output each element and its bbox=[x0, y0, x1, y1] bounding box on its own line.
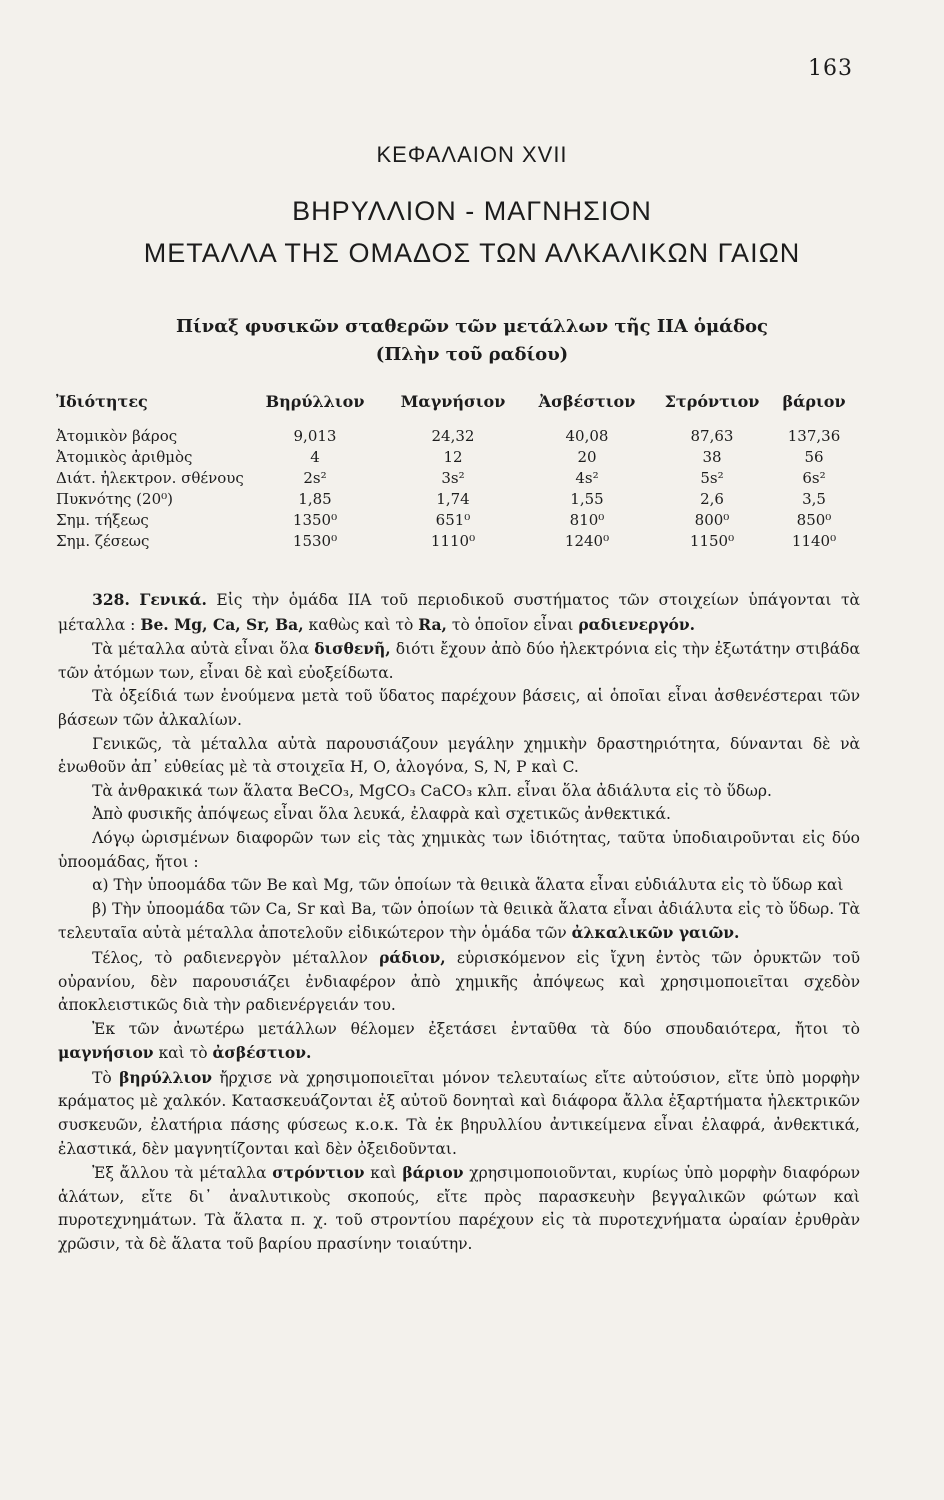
paragraph-text: Τέλος, τὸ ραδιενεργὸν μέταλλον bbox=[92, 948, 380, 967]
table-cell: 1530⁰ bbox=[292, 531, 338, 550]
paragraph bbox=[58, 1066, 860, 1161]
header-beryllium: Βηρύλλιον bbox=[265, 392, 365, 411]
paragraph-subgroup-b bbox=[58, 898, 860, 946]
term-radioactive: ραδιενεργόν. bbox=[578, 614, 696, 634]
row-label: Ἀτομικὸν βάρος bbox=[56, 426, 178, 445]
table-cell: 850⁰ bbox=[796, 510, 832, 529]
table-cell: 1,74 bbox=[436, 489, 470, 508]
paragraph bbox=[58, 1161, 860, 1256]
table-cell: 800⁰ bbox=[694, 510, 730, 529]
table-cell: 1140⁰ bbox=[791, 531, 837, 550]
table-row bbox=[56, 446, 856, 467]
table-row bbox=[56, 488, 856, 509]
row-label: Διάτ. ἠλεκτρον. σθένους bbox=[56, 468, 244, 487]
paragraph-text: καὶ τὸ bbox=[153, 1044, 213, 1063]
paragraph: Τὰ ὀξείδιά των ἑνούμενα μετὰ τοῦ ὕδατος παρέχουν βάσεις, αἱ ὁποῖαι εἶναι ἀσθενέστεραι τῶν βάσεων τῶν ἀλκαλίων. bbox=[58, 687, 860, 729]
title-line-1: ΒΗΡΥΛΛΙΟΝ - ΜΑΓΝΗΣΙΟΝ bbox=[292, 196, 652, 226]
paragraph: Ἀπὸ φυσικῆς ἀπόψεως εἶναι ὅλα λευκά, ἐλαφρὰ καὶ σχετικῶς ἀνθεκτικά. bbox=[92, 805, 671, 824]
paragraph-text: Τὰ μέταλλα αὐτὰ εἶναι ὅλα bbox=[92, 640, 315, 659]
paragraph-text: τὸ ὁποῖον εἶναι bbox=[446, 615, 579, 634]
table-row bbox=[56, 509, 856, 530]
table-row bbox=[56, 425, 856, 446]
paragraph-text: χρησιμοποιοῦνται, κυρίως ὑπὸ μορφὴν διαφόρων ἁλάτων, εἴτε δι᾽ ἀναλυτικοὺς σκοπούς, εἴτε πρὸς παρασκευὴν βεγγαλικῶν φώτων καὶ πυροτεχνημάτων. Τὰ ἅλατα π. χ. τοῦ στροντίου παρέχουν εἰς τὰ πυροτεχνήματα ὡραίαν ἐρυθρὰν χρῶσιν, τὰ δὲ ἅλατα τοῦ βαρίου πρασίνην τοιαύτην. bbox=[58, 1164, 860, 1254]
chapter-heading: ΚΕΦΑΛΑΙΟΝ XVII bbox=[376, 142, 568, 167]
paragraph-text: Ἐκ τῶν ἀνωτέρω μετάλλων θέλομεν ἐξετάσει ἐνταῦθα τὰ δύο σπουδαιότερα, ἤτοι τὸ bbox=[92, 1019, 860, 1038]
row-label: Σημ. ζέσεως bbox=[56, 531, 150, 550]
table-cell: 40,08 bbox=[565, 426, 609, 445]
term-beryllium: βηρύλλιον bbox=[119, 1067, 213, 1087]
body-text bbox=[58, 588, 860, 1257]
term-divalent: δισθενῆ, bbox=[314, 639, 391, 659]
table-cell: 56 bbox=[804, 447, 824, 466]
table-cell: 1,85 bbox=[298, 489, 332, 508]
paragraph: Λόγῳ ὡρισμένων διαφορῶν των εἰς τὰς χημικὰς των ἰδιότητας, ταῦτα ὑποδιαιροῦνται εἰς δύο ὑποομάδας, ἤτοι : bbox=[58, 828, 860, 871]
header-properties: Ἰδιότητες bbox=[56, 392, 148, 411]
table-cell: 2,6 bbox=[700, 489, 724, 508]
table-cell: 20 bbox=[577, 447, 597, 466]
table-subcaption: (Πλὴν τοῦ ραδίου) bbox=[375, 344, 569, 365]
table-cell: 38 bbox=[702, 447, 722, 466]
paragraph-general bbox=[58, 588, 860, 637]
paragraph-subgroup-a: α) Τὴν ὑποομάδα τῶν Be καὶ Mg, τῶν ὁποίων τὰ θειικὰ ἅλατα εἶναι εὐδιάλυτα εἰς τὸ ὕδωρ καὶ bbox=[92, 876, 844, 895]
term-barium: βάριον bbox=[402, 1163, 464, 1183]
table-cell: 9,013 bbox=[293, 426, 337, 445]
table-cell: 5s² bbox=[700, 468, 724, 487]
table-cell: 1110⁰ bbox=[430, 531, 476, 550]
table-cell: 1240⁰ bbox=[564, 531, 610, 550]
element-list: Be. Mg, Ca, Sr, Ba, bbox=[140, 614, 304, 634]
term-calcium: ἀσβέστιον. bbox=[212, 1043, 312, 1063]
table-cell: 24,32 bbox=[431, 426, 475, 445]
term-magnesium: μαγνήσιον bbox=[58, 1043, 154, 1063]
table-cell: 12 bbox=[443, 447, 463, 466]
table-cell: 87,63 bbox=[690, 426, 734, 445]
paragraph-text: β) Τὴν ὑποομάδα τῶν Ca, Sr καὶ Ba, τῶν ὁποίων τὰ θειικὰ ἅλατα εἶναι ἀδιάλυτα εἰς τὸ ὕδωρ. Τὰ τελευταῖα αὐτὰ μέταλλα ἀποτελοῦν εἰδικώτερον τὴν ὁμάδα τῶν bbox=[58, 899, 860, 943]
paragraph-text: καθὼς καὶ τὸ bbox=[303, 615, 419, 634]
paragraph bbox=[58, 946, 860, 1018]
table-cell: 2s² bbox=[303, 468, 327, 487]
paragraph-text: Εἰς τὴν ὁμάδα ΙΙΑ τοῦ περιοδικοῦ συστήματος τῶν στοιχείων ὑπάγονται τὰ μέταλλα : bbox=[58, 591, 860, 634]
row-label: Σημ. τήξεως bbox=[56, 510, 149, 529]
table-row bbox=[56, 530, 856, 551]
table-cell: 1150⁰ bbox=[689, 531, 735, 550]
table-cell: 810⁰ bbox=[569, 510, 605, 529]
table-cell: 3,5 bbox=[802, 489, 826, 508]
header-magnesium: Μαγνήσιον bbox=[400, 392, 506, 411]
table-cell: 6s² bbox=[802, 468, 826, 487]
paragraph-text: Τὸ bbox=[92, 1068, 120, 1087]
row-label: Πυκνότης (20⁰) bbox=[56, 489, 173, 508]
table-caption: Πίναξ φυσικῶν σταθερῶν τῶν μετάλλων τῆς ΙΙΑ ὁμάδος bbox=[176, 316, 768, 337]
table-cell: 4 bbox=[310, 447, 320, 466]
header-strontium: Στρόντιον bbox=[664, 392, 760, 411]
section-title: Γενικά. bbox=[139, 590, 207, 609]
title-line-2: ΜΕΤΑΛΛΑ ΤΗΣ ΟΜΑΔΟΣ ΤΩΝ ΑΛΚΑΛΙΚΩΝ ΓΑΙΩΝ bbox=[143, 238, 801, 268]
term-strontium: στρόντιον bbox=[272, 1163, 365, 1183]
table-cell: 4s² bbox=[575, 468, 599, 487]
table-cell: 137,36 bbox=[787, 426, 841, 445]
section-number: 328. bbox=[92, 590, 130, 609]
paragraph-text: ἤρχισε νὰ χρησιμοποιεῖται μόνον τελευταίως εἴτε αὐτούσιον, εἴτε ὑπὸ μορφὴν κράματος μὲ χαλκόν. Κατασκευάζονται ἐξ αὐτοῦ δονηταὶ καὶ διάφορα ἄλλα ἐξαρτήματα ἠλεκτρικῶν συσκευῶν, ἐλατήρια πάσης φύσεως κ.ο.κ. Τὰ ἐκ βηρυλλίου ἀντικείμενα εἶναι ἐλαφρά, ἀνθεκτικά, ἐλαστικά, δὲν μαγνητίζονται καὶ δὲν ὀξειδοῦνται. bbox=[58, 1068, 860, 1158]
paragraph bbox=[58, 637, 860, 685]
term-radium: ράδιον, bbox=[379, 947, 446, 967]
table-cell: 3s² bbox=[441, 468, 465, 487]
paragraph bbox=[58, 1018, 860, 1066]
paragraph: Τὰ ἀνθρακικά των ἅλατα BeCO₃, MgCO₃ CaCO₃ κλπ. εἶναι ὅλα ἀδιάλυτα εἰς τὸ ὕδωρ. bbox=[92, 781, 772, 800]
header-barium: βάριον bbox=[782, 392, 846, 411]
paragraph: Γενικῶς, τὰ μέταλλα αὐτὰ παρουσιάζουν μεγάλην χημικὴν δραστηριότητα, δύνανται δὲ νὰ ἑνωθοῦν ἀπ᾽ εὐθείας μὲ τὰ στοιχεῖα Η, Ο, ἀλογόνα, S, N, P καὶ C. bbox=[58, 734, 860, 777]
paragraph-text: καὶ bbox=[364, 1164, 403, 1183]
table-row bbox=[56, 467, 856, 488]
table-cell: 1,55 bbox=[570, 489, 604, 508]
element-radium: Ra, bbox=[418, 614, 447, 634]
table-header-row bbox=[56, 392, 856, 425]
paragraph-text: εὑρισκόμενον εἰς ἴχνη ἐντὸς τῶν ὀρυκτῶν τοῦ οὐρανίου, δὲν παρουσιάζει ἐνδιαφέρον ἀπὸ χημικῆς ἀπόψεως καὶ χρησιμοποιεῖται σχεδὸν ἀποκλειστικῶς διὰ τὴν ραδιενέργειάν του. bbox=[58, 948, 860, 1015]
paragraph-text: Ἐξ ἄλλου τὰ μέταλλα bbox=[92, 1164, 273, 1183]
page-number: 163 bbox=[808, 56, 853, 81]
header-calcium: Ἀσβέστιον bbox=[538, 392, 636, 411]
term-alkaline-earths: ἀλκαλικῶν γαιῶν. bbox=[571, 923, 740, 943]
table-cell: 1350⁰ bbox=[292, 510, 338, 529]
paragraph-text: διότι ἔχουν ἀπὸ δύο ἠλεκτρόνια εἰς τὴν ἐξωτάτην στιβάδα τῶν ἀτόμων των, εἶναι δὲ καὶ εὐοξείδωτα. bbox=[58, 640, 860, 682]
table-cell: 651⁰ bbox=[435, 510, 471, 529]
row-label: Ἀτομικὸς ἀριθμὸς bbox=[56, 447, 193, 466]
properties-table bbox=[56, 392, 856, 551]
